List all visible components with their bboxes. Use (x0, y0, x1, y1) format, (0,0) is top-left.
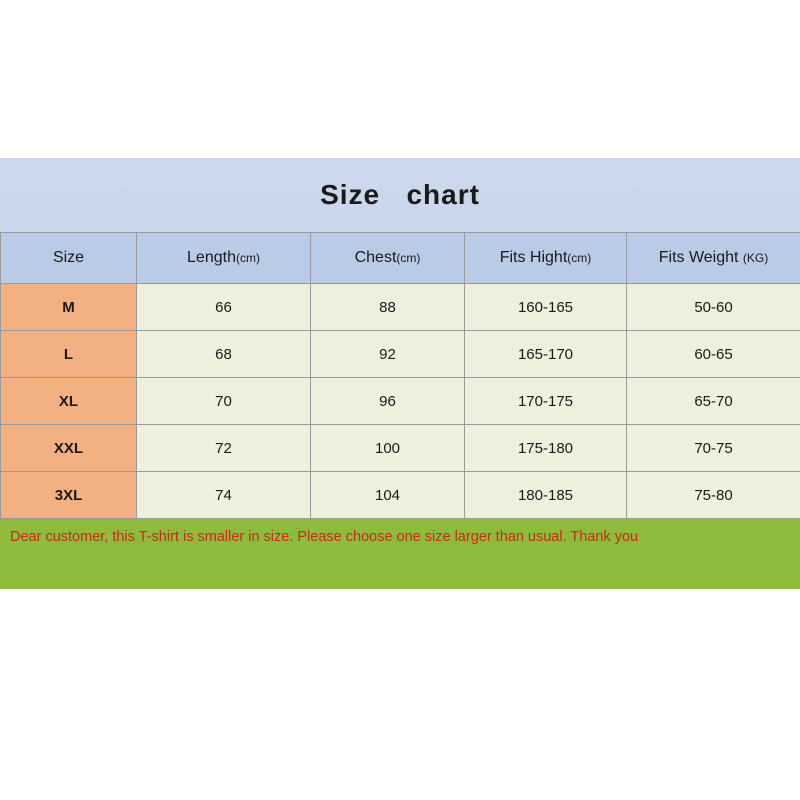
column-header-length: Length(cm) (137, 233, 311, 284)
cell-length: 68 (137, 331, 311, 378)
table-header-row (1, 233, 800, 284)
table-row (1, 472, 800, 519)
cell-length: 66 (137, 284, 311, 331)
column-header-fits-weight: Fits Weight (KG) (627, 233, 800, 284)
cell-size: L (1, 331, 137, 378)
cell-weight: 50-60 (627, 284, 800, 331)
table-row (1, 331, 800, 378)
cell-size: M (1, 284, 137, 331)
table-row (1, 378, 800, 425)
column-header-chest: Chest(cm) (311, 233, 465, 284)
cell-hight: 175-180 (465, 425, 627, 472)
size-note-text: Dear customer, this T-shirt is smaller in size. Please choose one size larger than usual. Thank you (10, 529, 639, 545)
size-chart-graphic (0, 158, 800, 589)
cell-chest: 96 (311, 378, 465, 425)
cell-weight: 70-75 (627, 425, 800, 472)
size-note-band (0, 519, 800, 555)
cell-length: 74 (137, 472, 311, 519)
cell-length: 70 (137, 378, 311, 425)
note-band-filler (0, 555, 800, 589)
table-row (1, 425, 800, 472)
table-header (1, 233, 800, 284)
cell-weight: 60-65 (627, 331, 800, 378)
cell-chest: 92 (311, 331, 465, 378)
cell-size: XXL (1, 425, 137, 472)
size-chart-table (0, 232, 800, 519)
cell-weight: 65-70 (627, 378, 800, 425)
cell-hight: 180-185 (465, 472, 627, 519)
cell-chest: 104 (311, 472, 465, 519)
cell-weight: 75-80 (627, 472, 800, 519)
column-header-size: Size (1, 233, 137, 284)
cell-chest: 100 (311, 425, 465, 472)
column-header-fits-hight: Fits Hight(cm) (465, 233, 627, 284)
table-body (1, 284, 800, 519)
cell-chest: 88 (311, 284, 465, 331)
cell-hight: 160-165 (465, 284, 627, 331)
cell-size: XL (1, 378, 137, 425)
cell-hight: 170-175 (465, 378, 627, 425)
page-title: Size chart (320, 179, 480, 210)
chart-title-band (0, 158, 800, 232)
table-row (1, 284, 800, 331)
cell-length: 72 (137, 425, 311, 472)
cell-size: 3XL (1, 472, 137, 519)
cell-hight: 165-170 (465, 331, 627, 378)
